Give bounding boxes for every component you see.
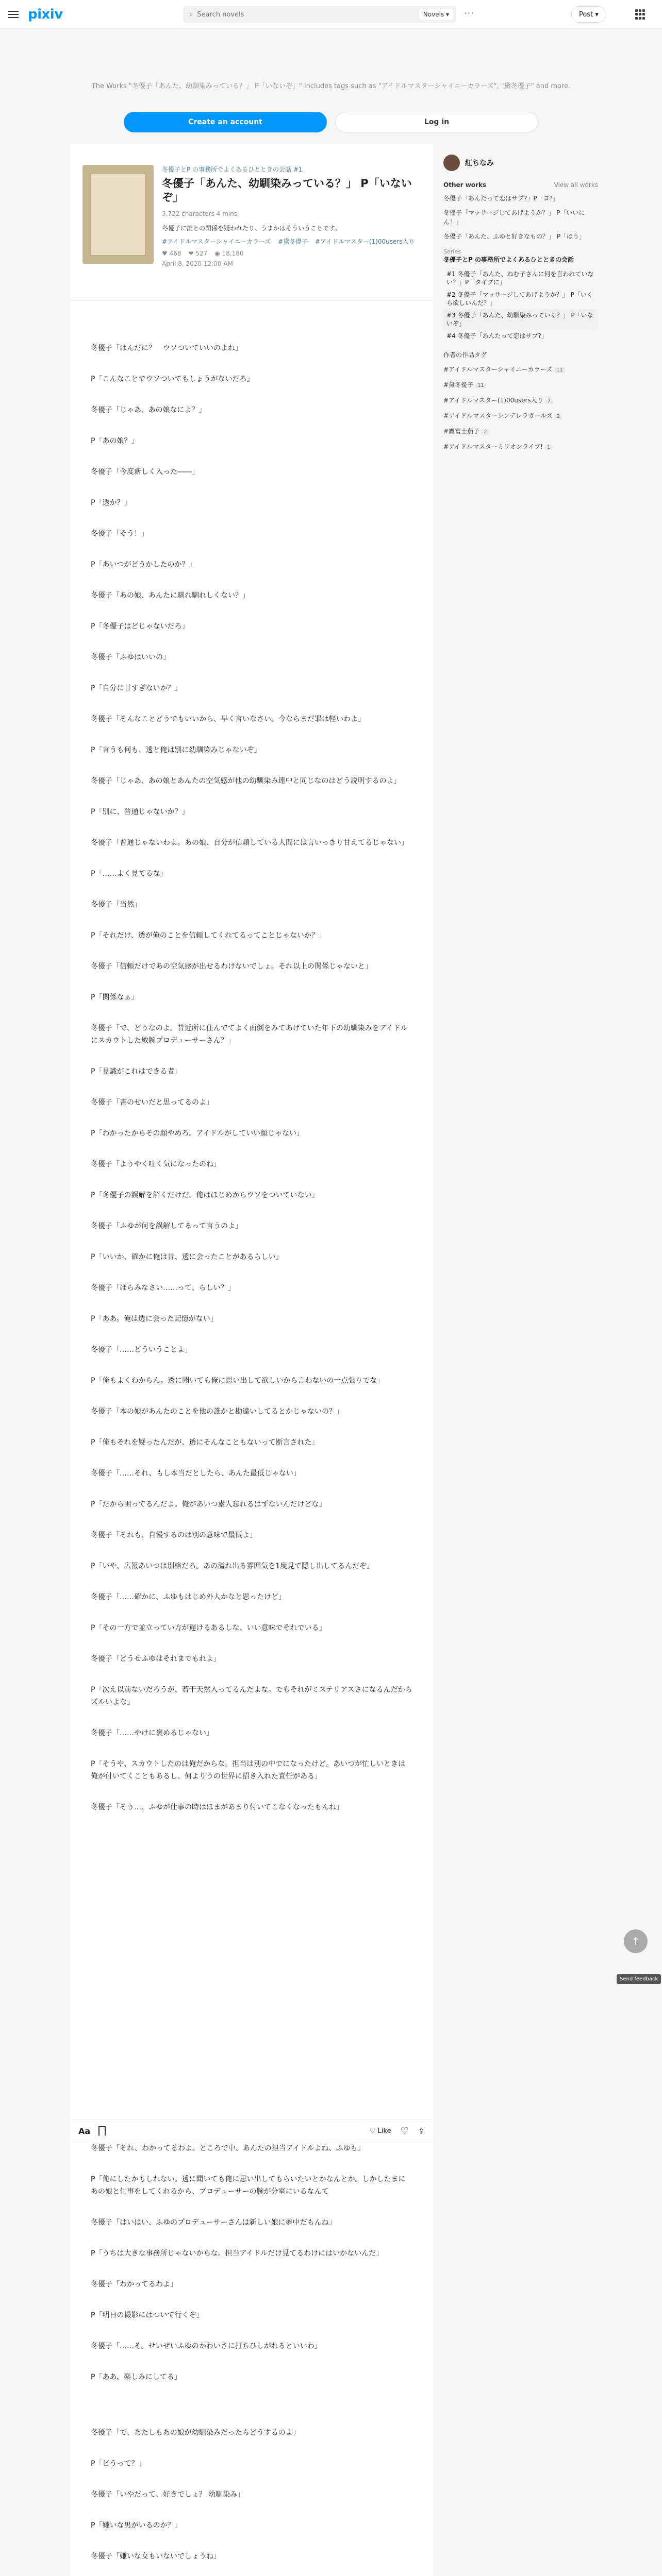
series-item[interactable]: #1 冬優子「あんた、ねむ子さんに何を言われていない？」P「タイプに」: [446, 270, 594, 286]
dialogue-line: 冬優子「……やけに褒めるじゃない」: [91, 1729, 213, 1737]
dialogue-line: 冬優子「はんだに？ ウソついていいのよね」: [91, 344, 242, 352]
author-tag[interactable]: [443, 362, 598, 378]
author-tag[interactable]: [443, 378, 598, 393]
author-tag[interactable]: [443, 424, 598, 439]
heart-icon[interactable]: ♡: [400, 2125, 409, 2137]
author-tag-name[interactable]: #アイドルマスターミリオンライブ!: [443, 443, 543, 450]
work-meta: [162, 165, 421, 287]
series-label: Series: [443, 248, 461, 255]
dialogue-line: 冬優子「……それ、もし本当だとしたら、あんた最低じゃない」: [91, 1469, 301, 1478]
other-work-item[interactable]: 冬優子「あんた、ふゆと好きなもの？」 P「ほう」: [443, 233, 586, 240]
search-icon: ⌕: [189, 10, 193, 19]
paragraph-gap: [91, 2402, 412, 2427]
dialogue-line: P「あの娘？」: [91, 437, 139, 445]
tag-link[interactable]: #アイドルマスターシャイニーカラーズ: [162, 238, 271, 245]
author-tag[interactable]: [443, 409, 598, 424]
tag-list: [162, 236, 421, 247]
author-name[interactable]: 紅ちなみ: [465, 159, 494, 167]
view-count: ◉ 18,180: [214, 249, 244, 257]
author-tag-name[interactable]: #アイドルマスターシャイニーカラーズ: [443, 366, 553, 373]
dialogue-line: 冬優子「当然」: [91, 901, 141, 909]
text-settings-button[interactable]: Aa: [78, 2126, 91, 2136]
dialogue-line: 冬優子「……どういうことよ」: [91, 1346, 192, 1354]
dialogue-line: P「言うも何も、透と俺は別に幼馴染みじゃないぞ」: [91, 746, 261, 754]
bookmark-icon[interactable]: [98, 2126, 106, 2136]
dialogue-line: 冬優子「普通じゃないわよ。あの娘、自分が信頼している人間には言いっきり甘えてるじゃない」: [91, 839, 408, 847]
feedback-button[interactable]: Send feedback: [617, 1974, 661, 1984]
promo-text: The Works "冬優子「あんた、幼馴染みっている？」 P「いないぞ」" includes tags such as "アイドルマスターシャイニーカラーズ", "黛冬優子" and more.: [91, 82, 571, 90]
dialogue-line: 冬優子「で、どうなのよ。昔近所に住んでてよく面倒をみてあげていた年下の幼馴染みをアイドルにスカウトした敏腕プロデューサーさん？」: [91, 1024, 408, 1045]
tag-link[interactable]: #黛冬優子: [278, 238, 308, 245]
dialogue-line: 冬優子「ほらみなさい……って、らしい？」: [91, 1284, 235, 1292]
tag-link[interactable]: #アイドルマスター(1)00users入り: [315, 238, 415, 245]
dialogue-line: P「うちは大きな事務所じゃないからな。担当アイドルだけ見てるわけにはいかないんだ」: [91, 2249, 384, 2258]
dialogue-line: P「嫌いな男がいるのか？」: [91, 2521, 182, 2530]
top-bar: [0, 0, 662, 29]
other-work-item[interactable]: 冬優子「マッサージしてあげようか？」 P「いいにん！」: [443, 209, 585, 226]
work-header: [70, 144, 433, 301]
dialogue-line: 冬優子「……確かに、ふゆもはじめ外人かなと思ったけど」: [91, 1593, 286, 1601]
series-item-current[interactable]: #3 冬優子「あんた、幼馴染みっている？」 P「いないぞ」: [443, 309, 598, 330]
dialogue-line: P「それだけ、透が俺のことを信頼してくれてるってことじゃないか？」: [91, 931, 326, 940]
cover-image[interactable]: [82, 165, 154, 264]
dialogue-line: 冬優子「どうせふゆはそれまでもれよ」: [91, 1655, 221, 1663]
work-stats: [162, 250, 421, 257]
author-tag-count: 2: [555, 414, 562, 419]
search-input[interactable]: [196, 10, 419, 19]
author-tag-count: 11: [554, 367, 565, 373]
dialogue-line: P「冬優子の誤解を解くだけだ。俺はほじめからウソをついていない」: [91, 1191, 319, 1199]
dialogue-line: 冬優子「ふゆが何を誤解してるって言うのよ」: [91, 1222, 242, 1230]
other-work-item[interactable]: 冬優子「あんたって恋はサプ?」P「ヨ?」: [443, 195, 559, 202]
series-item[interactable]: #4 冬優子「あんたって恋はサプ?」: [446, 332, 548, 340]
dialogue-line: P「ああ。俺は透に会った記憶がない」: [91, 1315, 218, 1323]
dialogue-line: 冬優子「それも、自慢するのは別の意味で最低よ」: [91, 1531, 257, 1539]
author-tag[interactable]: [443, 393, 598, 409]
dialogue-line: P「その一方で並立ってい方が遅けるあるしな、いい意味でそれでいる」: [91, 1624, 326, 1632]
dialogue-line: P「自分に甘すぎないか？」: [91, 684, 182, 692]
dialogue-line: P「透か？」: [91, 499, 131, 507]
pixiv-logo[interactable]: pixiv: [28, 6, 63, 22]
dialogue-line: P「関係なぁ」: [91, 993, 139, 1002]
author-tag[interactable]: [443, 439, 598, 455]
author-tag-name[interactable]: #黛冬優子: [443, 381, 474, 388]
avatar[interactable]: [443, 155, 460, 171]
work-caption: 冬優子に誰との関係を疑われたり、うまかはそういうことです。: [162, 224, 341, 232]
dialogue-line: P「だから困ってるんだよ。俺があいつ素人忘れるはずないんだけどな」: [91, 1500, 326, 1509]
like-count: ♥ 468: [162, 249, 181, 257]
novel-body-continued: [70, 2142, 433, 2576]
dialogue-line: P「あいつがどうかしたのか？」: [91, 561, 196, 569]
dialogue-line: P「いや、広報あいつは別格だろ。あの溢れ出る雰囲気を1度見て隠し出してるんだぞ」: [91, 1562, 374, 1570]
dialogue-line: 冬優子「はいはい、ふゆのプロデューサーさんは新しい娘に夢中だもんね」: [91, 2218, 336, 2227]
dialogue-line: 冬優子「……そ。せいぜいふゆのかわいさに打ちひしがれるといいわ」: [91, 2342, 322, 2350]
dialogue-line: P「わかったからその顔やめろ。アイドルがしていい顔じゃない」: [91, 1129, 304, 1138]
work-title: 冬優子「あんた、幼馴染みっている？」 P「いないぞ」: [162, 177, 412, 204]
dialogue-line: P「別に、普通じゃないか？」: [91, 808, 189, 816]
dialogue-line: P「冬優子はどじゃないだろ」: [91, 622, 189, 631]
dialogue-line: P「俺もそれを疑ったんだが、透にそんなこともないって断言された」: [91, 1438, 319, 1447]
author-tag-count: 1: [545, 445, 552, 450]
dialogue-line: 冬優子「そう！」: [91, 530, 148, 538]
dialogue-line: P「こんなことでウソついてもしょうがないだろ」: [91, 375, 254, 383]
dialogue-line: P「俺にしたかもしれない。透に聞いても俺に思い出してもらいたいとかなんとか。しかしたまにあの娘と仕事をしてくれるから、プロデューサーの腕が分室にいるなんて: [91, 2175, 406, 2196]
login-button[interactable]: Log in: [335, 112, 538, 132]
post-button[interactable]: Post ▾: [571, 6, 606, 23]
author-tags-header: 作者の作品タグ: [443, 351, 487, 359]
dialogue-line: P「俺もよくわからん。透に聞いても俺に思い出して欲しいから言わないの一点張りでな」: [91, 1377, 385, 1385]
dialogue-line: P「ああ、楽しみにしてる」: [91, 2373, 181, 2381]
create-account-button[interactable]: Create an account: [124, 112, 327, 132]
dialogue-line: P「次え以前ないだろうが、若干天然入ってるんだよな。でもそれがミステリアスさになるんだからズルいよな」: [91, 1686, 412, 1706]
dialogue-line: 冬優子「じゃあ、あの娘なによ？」: [91, 406, 206, 414]
sidebar: [443, 155, 598, 455]
author-tag-name[interactable]: #鷹富士茄子: [443, 428, 480, 435]
dialogue-line: 冬優子「いやだって、好きでしょ？ 幼馴染み」: [91, 2490, 245, 2499]
scroll-top-button[interactable]: ↑: [624, 1929, 648, 1953]
dialogue-line: P「……よく見てるな」: [91, 870, 168, 878]
reader-action-bar: [70, 2120, 433, 2142]
view-all-link[interactable]: View all works: [554, 181, 598, 189]
menu-icon[interactable]: [8, 9, 19, 20]
dialogue-line: P「明日の撮影にはついて行くぞ」: [91, 2311, 204, 2319]
series-link[interactable]: 冬優子とP の事務所でよくあるひとときの会話 #1: [162, 166, 303, 173]
dialogue-line: 冬優子「そう…、ふゆが仕事の時はほまがあまり付いてこなくなったもんね」: [91, 1803, 343, 1811]
cover-art: [90, 173, 146, 256]
dialogue-line: P「いいか、確かに俺は昔、透に会ったことがあるらしい」: [91, 1253, 283, 1261]
dialogue-line: 冬優子「今度新しく入った――」: [91, 468, 199, 476]
dialogue-line: 冬優子「信頼だけであの空気感が出せるわけないでしょ。それ以上の関係じゃないと」: [91, 962, 372, 971]
author-tag-count: 7: [545, 398, 553, 404]
author-tags-list: [443, 362, 598, 455]
search-scope-select[interactable]: Novels ▾: [419, 9, 453, 20]
author-tag-name[interactable]: #アイドルマスター(1)00users入り: [443, 397, 543, 404]
dialogue-line: P「そうや、スカウトしたのは俺だからな。担当は別の中でになったけど。あいつが忙しいときは俺が付いてくこともあるし、何よりうの世界に招き入れた責任がある」: [91, 1760, 406, 1781]
bookmark-count: ❤ 527: [188, 249, 208, 257]
series-item[interactable]: #2 冬優子「マッサージしてあげようか？」 P「いくら欲しいんだ？」: [446, 291, 593, 307]
novel-article: [70, 144, 433, 2576]
dialogue-line: 冬優子「じゃあ、あの娘とあんたの空気感が他の幼馴染み連中と同じなのはどう説明するのよ」: [91, 777, 401, 785]
author-tag-count: 11: [475, 383, 486, 388]
post-date: April 8, 2020 12:00 AM: [162, 260, 233, 267]
dialogue-line: 冬優子「それ、わかってるわよ。ところで中、あんたの担当アイドルよね、ふゆも」: [91, 2144, 365, 2153]
more-icon[interactable]: ···: [464, 8, 475, 18]
apps-grid-icon[interactable]: [635, 9, 646, 20]
series-title[interactable]: 冬優子とP の事務所でよくあるひとときの会話: [443, 256, 574, 263]
dialogue-line: 冬優子「あの娘、あんたに馴れ馴れしくない？」: [91, 591, 250, 600]
search-bar[interactable]: [183, 6, 456, 23]
other-works-list: [443, 193, 598, 245]
author-block[interactable]: [443, 155, 598, 171]
like-button[interactable]: ♡ Like: [369, 2127, 391, 2135]
other-works-label: Other works: [443, 181, 487, 189]
dialogue-line: 冬優子「嫌いな女もいないでしょうね」: [91, 2552, 221, 2561]
dialogue-line: 冬優子「書のせいだと思ってるのよ」: [91, 1098, 213, 1107]
other-works-header: [443, 181, 598, 189]
dialogue-line: P「見識がこれはできる者」: [91, 1067, 182, 1076]
dialogue-line: 冬優子「で、あたしもあの娘が幼馴染みだったらどうするのよ」: [91, 2429, 300, 2437]
dialogue-line: 冬優子「ようやく吐く気になったのね」: [91, 1160, 221, 1168]
novel-body: [70, 301, 433, 2120]
dialogue-line: 冬優子「そんなことどうでもいいから、早く言いなさい。今ならまだ罪は軽いわよ」: [91, 715, 365, 723]
dialogue-line: 冬優子「本の娘があんたのことを他の誰かと勘違いしてるとかじゃないの？」: [91, 1408, 343, 1416]
dialogue-line: 冬優子「ふゆはいいの」: [91, 653, 170, 662]
dialogue-line: P「どうって？」: [91, 2460, 146, 2468]
author-tag-count: 2: [482, 429, 489, 435]
signup-promo: [0, 29, 662, 144]
dialogue-line: 冬優子「わかってるわよ」: [91, 2280, 177, 2289]
character-count: 3,722 characters 4 mins: [162, 210, 238, 217]
share-icon[interactable]: ⇪: [418, 2126, 425, 2136]
author-tag-name[interactable]: #アイドルマスターシンデレラガールズ: [443, 412, 553, 419]
